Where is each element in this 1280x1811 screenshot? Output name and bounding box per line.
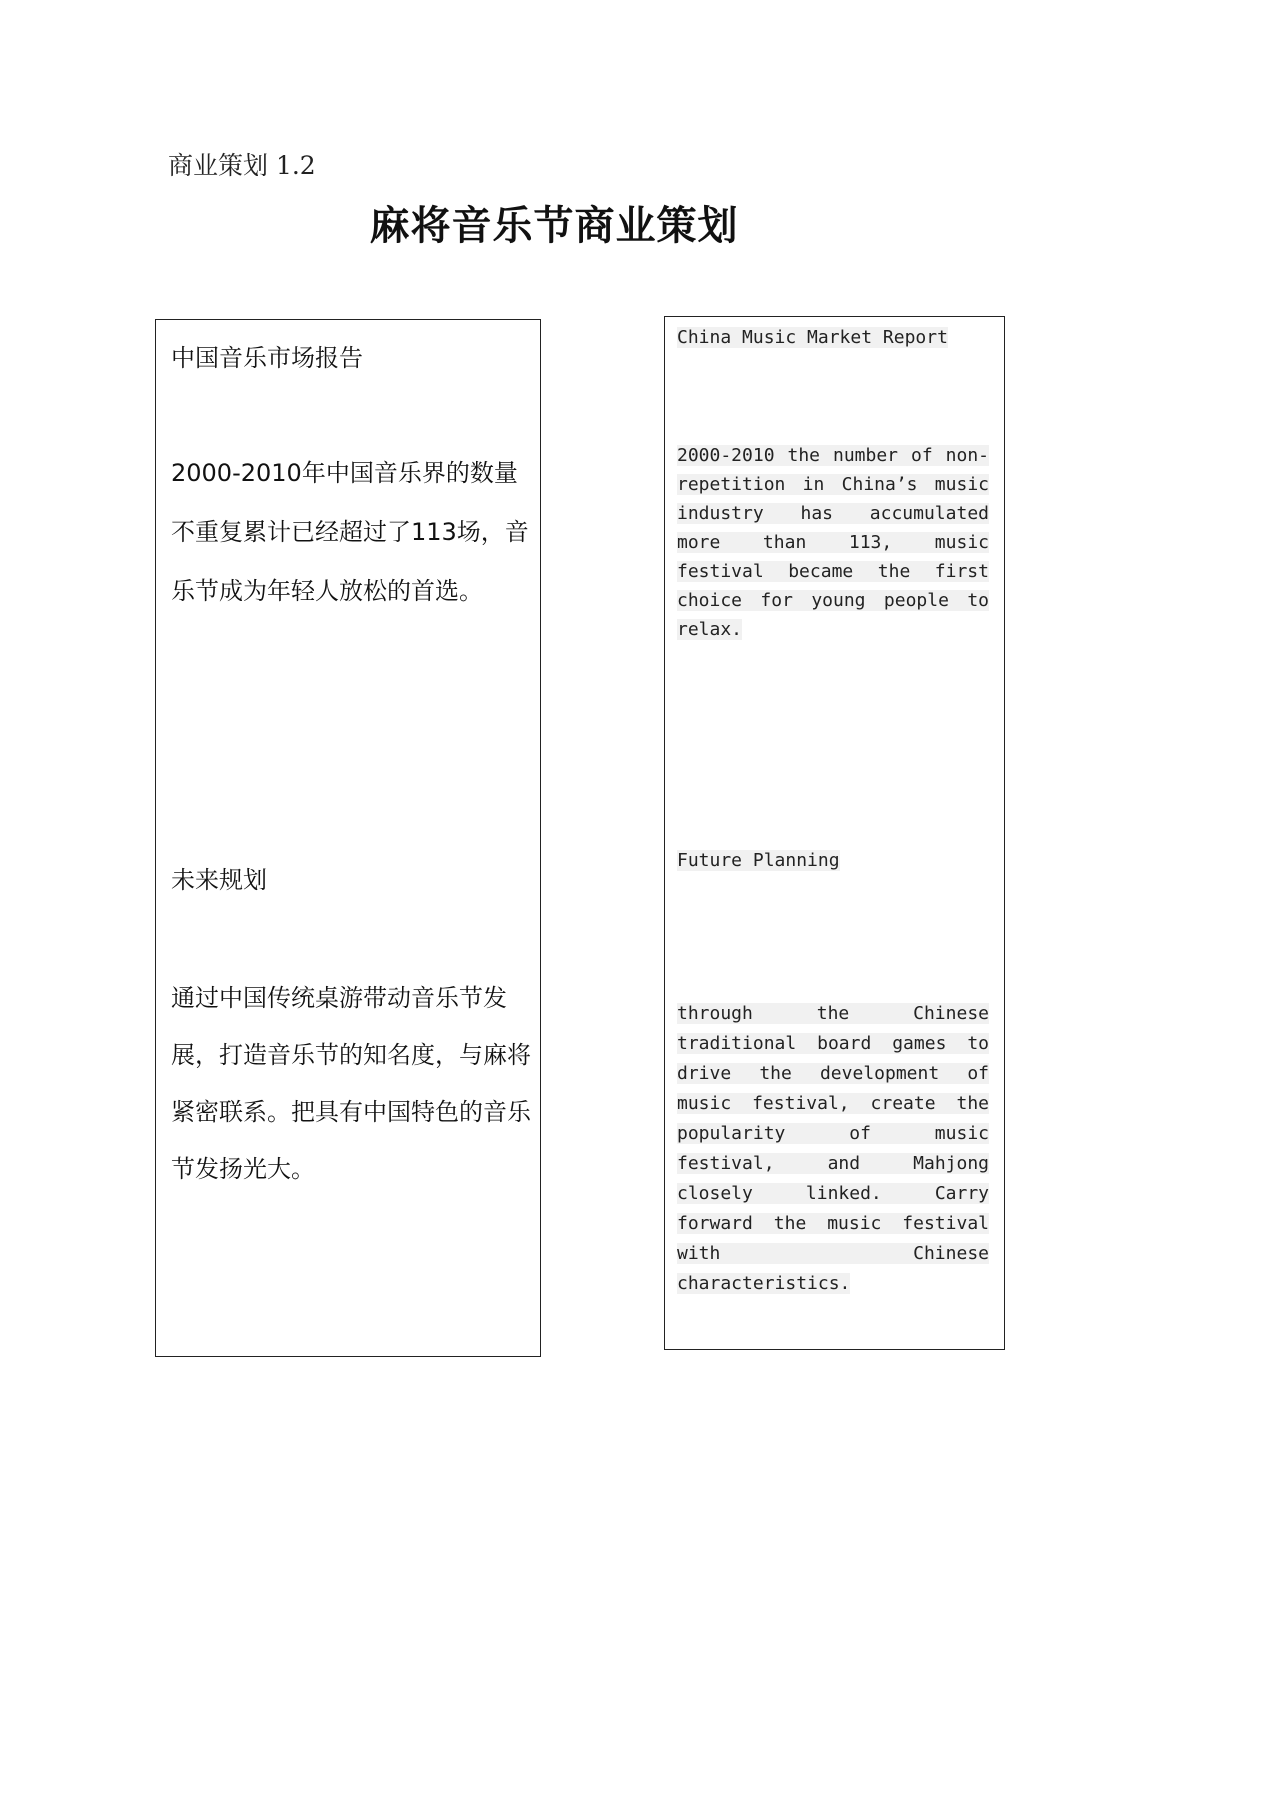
en-heading-future-planning-text: Future Planning: [677, 850, 840, 871]
en-heading-future-planning: [677, 850, 989, 871]
en-paragraph-market-report-text: 2000-2010 the number of non-repetition in China’s music industry has accumulated more than 113, music festival became the first choice for young people to relax.: [677, 445, 989, 640]
cn-paragraph-future-planning: 通过中国传统桌游带动音乐节发展，打造音乐节的知名度，与麻将紧密联系。把具有中国特色的音乐节发扬光大。: [171, 984, 531, 1183]
en-paragraph-future-planning-text: through the Chinese traditional board games to drive the development of music festival, create the popularity of music festival, and Mahjong closely linked. Carry forward the music festival with Chinese characteristics.: [677, 1003, 989, 1294]
en-heading-market-report-text: China Music Market Report: [677, 327, 948, 348]
en-paragraph-market-report: [677, 441, 989, 644]
chinese-text-box: [155, 319, 541, 1357]
en-paragraph-future-planning: [677, 999, 989, 1299]
document-header: 商业策划 1.2: [168, 151, 316, 180]
cn-paragraph-market-report: 2000-2010年中国音乐界的数量不重复累计已经超过了113场，音乐节成为年轻人放松的首选。: [171, 459, 529, 605]
en-heading-market-report: [677, 327, 989, 348]
document-title: 麻将音乐节商业策划: [369, 202, 739, 249]
cn-heading-market-report: 中国音乐市场报告: [171, 344, 363, 372]
english-text-box: [664, 316, 1005, 1350]
cn-heading-future-planning: 未来规划: [171, 866, 267, 894]
